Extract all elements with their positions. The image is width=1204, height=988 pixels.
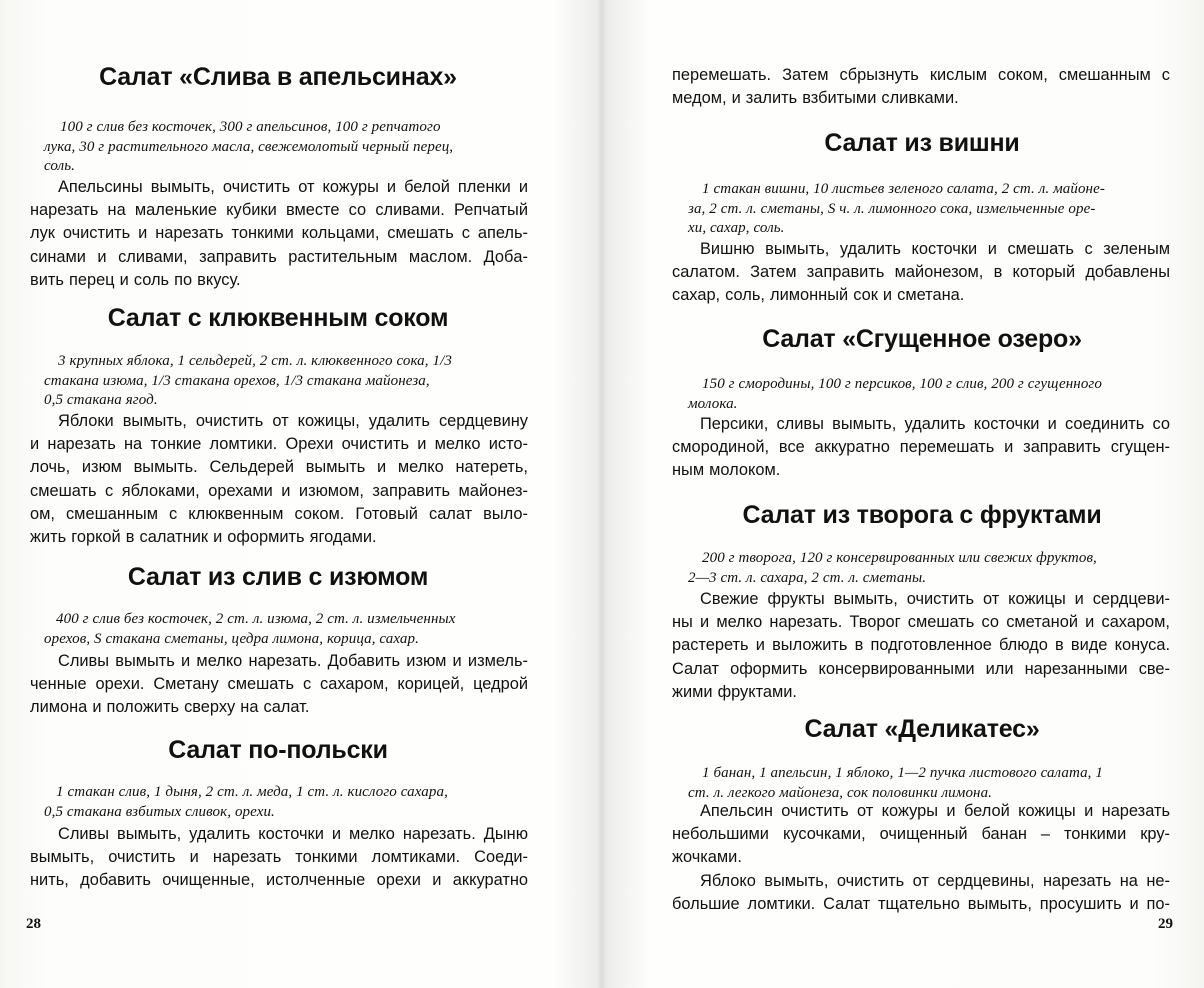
method-line: Вишню вымыть, удалить косточки и смешать с зеленым	[700, 240, 1170, 258]
method-line: сахар, соль, лимонный сок и сметана.	[672, 286, 965, 305]
recipe-method	[30, 410, 528, 549]
recipe-method	[672, 238, 1170, 308]
recipe-method	[30, 823, 528, 893]
ingredients-line: 200 г творога, 120 г консервированных или свежих фруктов,	[702, 550, 1097, 566]
method-line: лочь, изюм вымыть. Сельдерей вымыть и мелко натереть,	[30, 458, 528, 477]
method-line: Яблоко вымыть, очистить от сердцевины, нарезать на не-	[700, 871, 1170, 890]
method-line: ным молоком.	[672, 461, 781, 480]
ingredients-line: за, 2 ст. л. сметаны, S ч. л. лимонного сока, измельченные оре-	[688, 200, 1096, 217]
method-line: жить горкой в салатник и оформить ягодами.	[30, 527, 377, 546]
ingredients-line: 2—3 ст. л. сахара, 2 ст. л. сметаны.	[688, 569, 927, 586]
method-line: ченные орехи. Сметану смешать с сахаром, корицей, цедрой	[30, 675, 528, 694]
ingredients-line: хи, сахар, соль.	[688, 220, 785, 236]
recipe-method	[30, 176, 528, 292]
method-line: Свежие фрукты вымыть, очистить от кожицы и сердцеви-	[700, 590, 1170, 608]
recipe-title: Салат из вишни	[824, 129, 1020, 157]
ingredients-line: 400 г слив без косточек, 2 ст. л. изюма, 2 ст. л. измельченных	[56, 611, 456, 627]
recipe-title: Салат «Сгущенное озеро»	[762, 325, 1082, 353]
method-line: медом, и залить взбитыми сливками.	[672, 89, 959, 108]
continued-text	[672, 64, 1170, 110]
method-line: вить перец и соль по вкусу.	[30, 270, 241, 289]
recipe-ingredients	[688, 549, 1172, 588]
method-line: синами и сливами, заправить растительным маслом. Добa-	[30, 247, 528, 266]
method-line: смешать с яблоками, орехами и изюмом, заправить майонез-	[30, 481, 528, 500]
recipe-method	[672, 588, 1170, 704]
recipe-title: Салат «Слива в апельсинах»	[99, 63, 457, 91]
method-line: лимона и положить сверху на салат.	[30, 698, 310, 717]
method-line: Сливы вымыть и мелко нарезать. Добавить изюм и измель-	[58, 652, 528, 670]
ingredients-line: 150 г смородины, 100 г персиков, 100 г слив, 200 г сгущенного	[702, 376, 1102, 392]
ingredients-line: лука, 30 г растительного масла, свежемолотый черный перец,	[44, 138, 454, 155]
recipe-ingredients	[688, 180, 1172, 239]
method-line: Яблоки вымыть, очистить от кожицы, удалить сердцевину	[58, 412, 528, 430]
recipe-method	[672, 800, 1170, 916]
recipe-method	[672, 413, 1170, 483]
recipe-title: Салат из слив с изюмом	[127, 563, 429, 591]
method-line: Апельсины вымыть, очистить от кожуры и белой пленки и	[58, 178, 528, 196]
method-line: жочками.	[672, 848, 742, 867]
method-line: салатом. Затем заправить майонезом, в который добавлены	[672, 263, 1170, 282]
ingredients-line: 0,5 стакана взбитых сливок, орехи.	[44, 803, 275, 820]
ingredients-line: молока.	[688, 395, 738, 412]
recipe-ingredients	[44, 118, 530, 177]
recipe-ingredients	[688, 375, 1172, 414]
page-number: 28	[26, 916, 41, 932]
method-line: Персики, сливы вымыть, удалить косточки и соединить со	[700, 415, 1170, 433]
recipe-title: Салат по-польски	[168, 736, 388, 764]
ingredients-line: стакана изюма, 1/3 стакана орехов, 1/3 стакана майонеза,	[44, 372, 430, 389]
method-line: и нарезать на тонкие ломтики. Орехи очистить и мелко исто-	[30, 435, 528, 454]
method-line: растереть и выложить в подготовленное блюдо в виде конуса.	[672, 636, 1170, 655]
recipe-ingredients	[44, 783, 530, 822]
method-line: вымыть, очистить и нарезать тонкими ломтиками. Соеди-	[30, 848, 528, 867]
ingredients-line: 0,5 стакана ягод.	[44, 392, 158, 408]
method-line: жими фруктами.	[672, 682, 797, 701]
recipe-ingredients	[688, 764, 1172, 803]
recipe-ingredients	[44, 352, 530, 411]
method-line: ны и мелко нарезать. Творог смешать со сметаной и сахаром,	[672, 613, 1170, 632]
method-line: нарезать на маленькие кубики вместе со сливами. Репчатый	[30, 201, 528, 220]
method-line: Салат оформить консервированными или нарезанными све-	[672, 659, 1170, 678]
method-line: смородиной, все аккуратно перемешать и заправить сгущен-	[672, 438, 1170, 457]
left-page	[28, 0, 528, 988]
ingredients-line: ст. л. легкого майонеза, сок половинки лимона.	[688, 784, 993, 801]
recipe-method	[30, 650, 528, 720]
method-line: небольшими кусочками, очищенный банан – тонкими кру-	[672, 825, 1170, 844]
method-line: большие ломтики. Салат тщательно вымыть, просушить и по-	[672, 894, 1170, 913]
ingredients-line: соль.	[44, 158, 76, 174]
ingredients-line: 3 крупных яблока, 1 сельдерей, 2 ст. л. клюквенного сока, 1/3	[58, 353, 452, 369]
right-page	[672, 0, 1172, 988]
ingredients-line: 1 стакан вишни, 10 листьев зеленого салата, 2 ст. л. майоне-	[702, 181, 1105, 197]
method-line: лук очистить и нарезать тонкими кольцами, смешать с апель-	[30, 224, 528, 243]
method-line: перемешать. Затем сбрызнуть кислым соком, смешанным с	[672, 66, 1170, 84]
recipe-ingredients	[44, 610, 530, 649]
ingredients-line: 1 банан, 1 апельсин, 1 яблоко, 1—2 пучка листового салата, 1	[702, 765, 1103, 781]
recipe-title: Салат из творога с фруктами	[742, 501, 1102, 529]
method-line: нить, добавить очищенные, истолченные орехи и аккуратно	[30, 871, 528, 890]
recipe-title: Салат «Деликатес»	[804, 715, 1040, 743]
method-line: ом, смешанным с клюквенным соком. Готовый салат выло-	[30, 504, 528, 523]
ingredients-line: 100 г слив без косточек, 300 г апельсинов, 100 г репчатого	[60, 119, 441, 135]
page-number: 29	[1158, 916, 1173, 932]
method-line: Сливы вымыть, удалить косточки и мелко нарезать. Дыню	[58, 825, 528, 843]
ingredients-line: орехов, S стакана сметаны, цедра лимона, корица, сахар.	[44, 630, 419, 647]
ingredients-line: 1 стакан слив, 1 дыня, 2 ст. л. меда, 1 ст. л. кислого сахара,	[56, 784, 448, 800]
recipe-title: Салат с клюквенным соком	[107, 304, 449, 332]
method-line: Апельсин очистить от кожуры и белой кожицы и нарезать	[700, 802, 1170, 820]
